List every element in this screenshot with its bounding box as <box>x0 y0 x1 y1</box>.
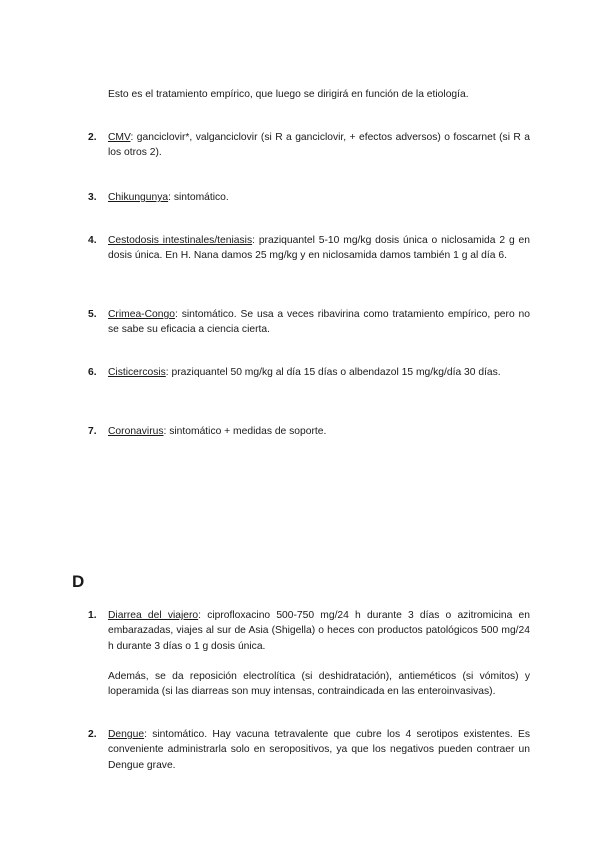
item-description: : sintomático + medidas de soporte. <box>163 426 327 437</box>
item-text <box>108 130 530 161</box>
item-number: 2. <box>88 132 97 143</box>
item-term: Diarrea del viajero <box>108 610 199 621</box>
item-description: : sintomático. Se usa a veces ribavirina como tratamiento empírico, pero no se sabe su eficacia a ciencia cierta. <box>108 309 530 336</box>
section-heading-d: D <box>72 572 85 591</box>
item-number: 7. <box>88 426 97 437</box>
intro-paragraph: Esto es el tratamiento empírico, que luego se dirigirá en función de la etiología. <box>108 89 469 100</box>
item-number: 2. <box>88 729 97 740</box>
item-term: CMV <box>108 132 131 143</box>
item-number: 1. <box>88 610 97 621</box>
item-term: Cestodosis intestinales/teniasis <box>108 235 253 246</box>
item-text <box>108 365 530 380</box>
item-term: Chikungunya <box>108 192 169 203</box>
item-description: : sintomático. <box>168 192 229 203</box>
item-description: : ciprofloxacino 500-750 mg/24 h durante 3 días o azitromicina en embarazadas, viajes al sur de Asia (Shigella) o heces con productos patológicos 500 mg/24 h durante 3 días o 1 g dosis única. <box>108 610 530 652</box>
item-text <box>108 307 530 338</box>
item-text <box>108 233 530 264</box>
item-description: : ganciclovir*, valganciclovir (si R a ganciclovir, + efectos adversos) o foscarnet (si R a los otros 2). <box>108 132 530 159</box>
item-description: : praziquantel 5-10 mg/kg dosis única o niclosamida 2 g en dosis única. En H. Nana damos 25 mg/kg y en niclosamida damos también 1 g al día 6. <box>108 235 530 262</box>
item-description: : sintomático. Hay vacuna tetravalente que cubre los 4 serotipos existentes. Es conveniente administrarla solo en seropositivos, ya que los negativos pueden contraer un Dengue grave. <box>108 729 530 771</box>
item-number: 3. <box>88 192 97 203</box>
item-term: Crimea-Congo <box>108 309 175 320</box>
item-number: 6. <box>88 367 97 378</box>
item-text <box>108 727 530 773</box>
item-number: 5. <box>88 309 97 320</box>
item-term: Dengue <box>108 729 145 740</box>
item-description: : praziquantel 50 mg/kg al día 15 días o albendazol 15 mg/kg/día 30 días. <box>165 367 501 378</box>
item-number: 4. <box>88 235 97 246</box>
item-term: Cisticercosis <box>108 367 166 378</box>
item-term: Coronavirus <box>108 426 164 437</box>
item-text <box>108 424 530 439</box>
item-text <box>108 608 530 654</box>
item-text <box>108 190 530 205</box>
additional-paragraph: Además, se da reposición electrolítica (si deshidratación), antieméticos (si vómitos) y loperamida (si las diarreas son muy intensas, contraindicada en las enteroinvasivas). <box>108 671 530 698</box>
